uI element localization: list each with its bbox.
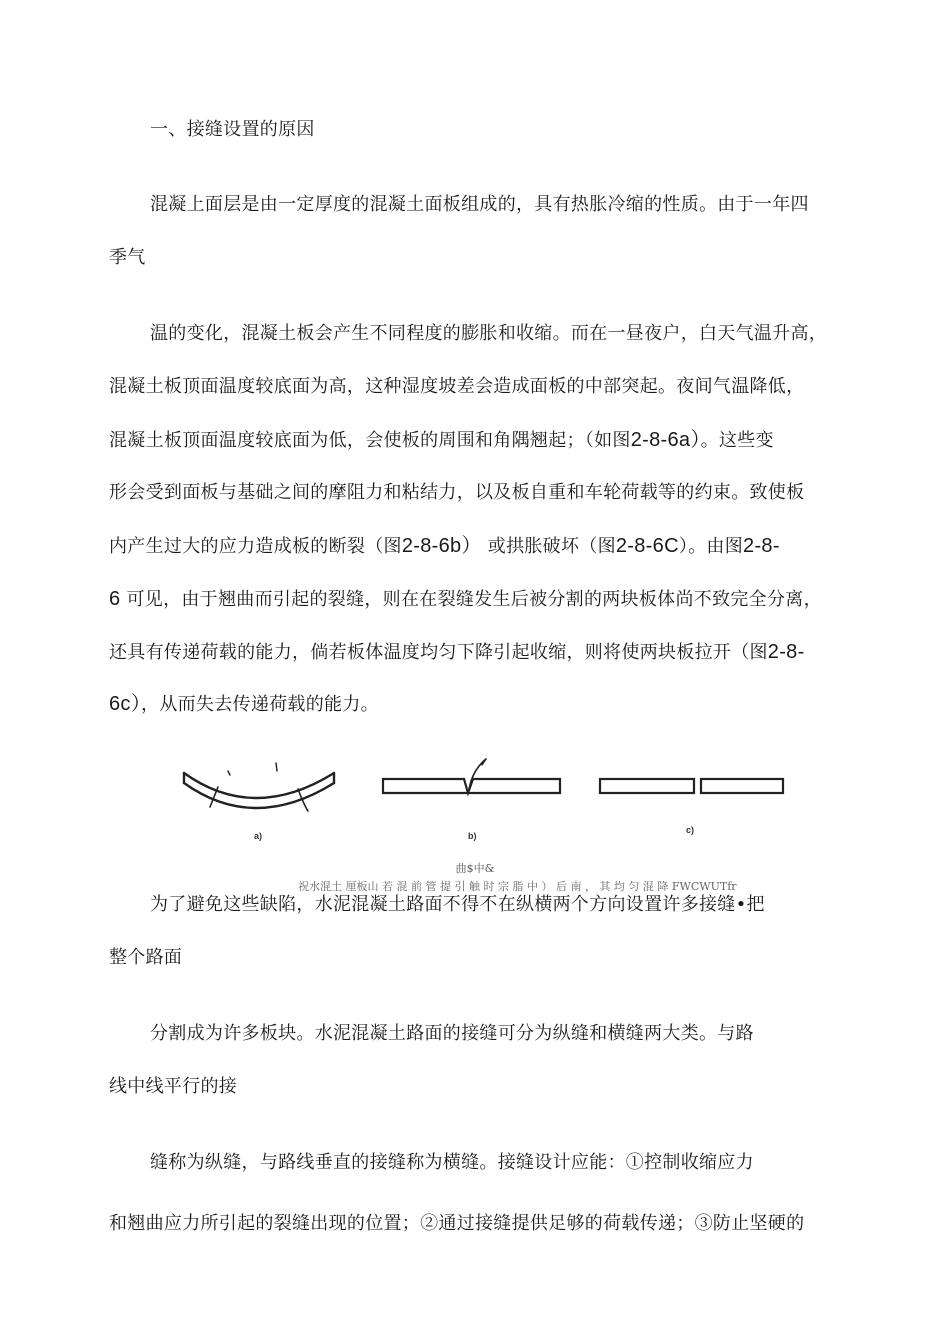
paragraph-text: ，从而失去传递荷载的能力。 [141, 694, 379, 715]
paragraph-text: 或拱胀破坏（图 [487, 536, 616, 557]
paragraph-text: 内产生过大的应力造成板的断裂（图 [109, 536, 402, 557]
figure-label-a: a) [254, 831, 263, 841]
cracked-slab-sketch [383, 759, 560, 793]
paragraph-line: 混凝土板顶面温度较底面为高，这种湿度坡差会造成面板的中部突起。夜间气温降低， [109, 376, 805, 397]
paragraph-line: 形会受到面板与基础之间的摩阻力和粘结力，以及板自重和车轮荷载等的约束。致使板 [109, 482, 805, 503]
figure-drawing [180, 745, 790, 855]
figure-caption: 曲$中& [455, 862, 495, 875]
paragraph-line: 温的变化，混凝土板会产生不同程度的膨胀和收缩。而在一昼夜户，白天气温升高， [150, 323, 828, 344]
figure-reference: 2-8-6a） [630, 429, 701, 451]
paragraph-line: 分割成为许多板块。水泥混凝土路面的接缝可分为纵缝和横缝两大类。与路 [150, 1023, 754, 1044]
paragraph-line: 线中线平行的接 [109, 1076, 238, 1097]
paragraph-text: 。这些变 [700, 430, 774, 451]
paragraph-text: 还具有传递荷载的能力，倘若板体温度均匀下降引起收缩，则将使两块板拉开（图 [109, 642, 768, 663]
figure-reference: 2-8-6C [615, 535, 679, 557]
figure-reference: 2-8- [767, 641, 805, 663]
paragraph-line [109, 640, 805, 665]
paragraph-line: 整个路面 [109, 947, 183, 968]
figure-label-c: c) [686, 825, 695, 835]
separated-slabs-sketch [600, 779, 783, 793]
figure-reference: 2-8-6b） [401, 535, 482, 557]
figure-label-b: b) [468, 831, 477, 841]
paragraph-line: 缝称为纵缝，与路线垂直的接缝称为横缝。接缝设计应能：①控制收缩应力 [150, 1152, 754, 1173]
paragraph-line [109, 692, 379, 717]
paragraph-line: 为了避免这些缺陷，水泥混凝土路面不得不在纵横两个方向设置许多接缝•把 [150, 894, 765, 915]
paragraph-text: 可见，由于翘曲而引起的裂缝，则在在裂缝发生后被分割的两块板体尚不致完全分离， [126, 589, 822, 610]
section-heading: 一、接缝设置的原因 [150, 119, 315, 140]
figure-caption-secondary: 祝水混土 厘板山 若 混 前 管 提 引 触 时 宗 脂 中 ） 后 南 ， 其 均 匀 混 降 FWCWUTfr [298, 880, 737, 893]
figure-reference: 6 [109, 588, 121, 610]
slab-deformation-figure [180, 745, 790, 855]
paragraph-line [109, 534, 780, 559]
figure-reference: 6c） [109, 693, 142, 715]
paragraph-line: 和翘曲应力所引起的裂缝出现的位置；②通过接缝提供足够的荷载传递；③防止坚硬的 [109, 1213, 805, 1234]
paragraph-line [109, 587, 822, 612]
paragraph-line: 混凝上面层是由一定厚度的混凝土面板组成的，具有热胀冷缩的性质。由于一年四 [150, 194, 809, 215]
curled-slab-sketch [184, 763, 334, 811]
figure-reference: 2-8- [743, 535, 780, 557]
paragraph-line: 季气 [109, 247, 146, 268]
paragraph-text: 混凝土板顶面温度较底面为低，会使板的周围和角隅翘起；（如图 [109, 430, 631, 451]
paragraph-text: ）。由图 [678, 536, 744, 557]
paragraph-line [109, 428, 774, 453]
